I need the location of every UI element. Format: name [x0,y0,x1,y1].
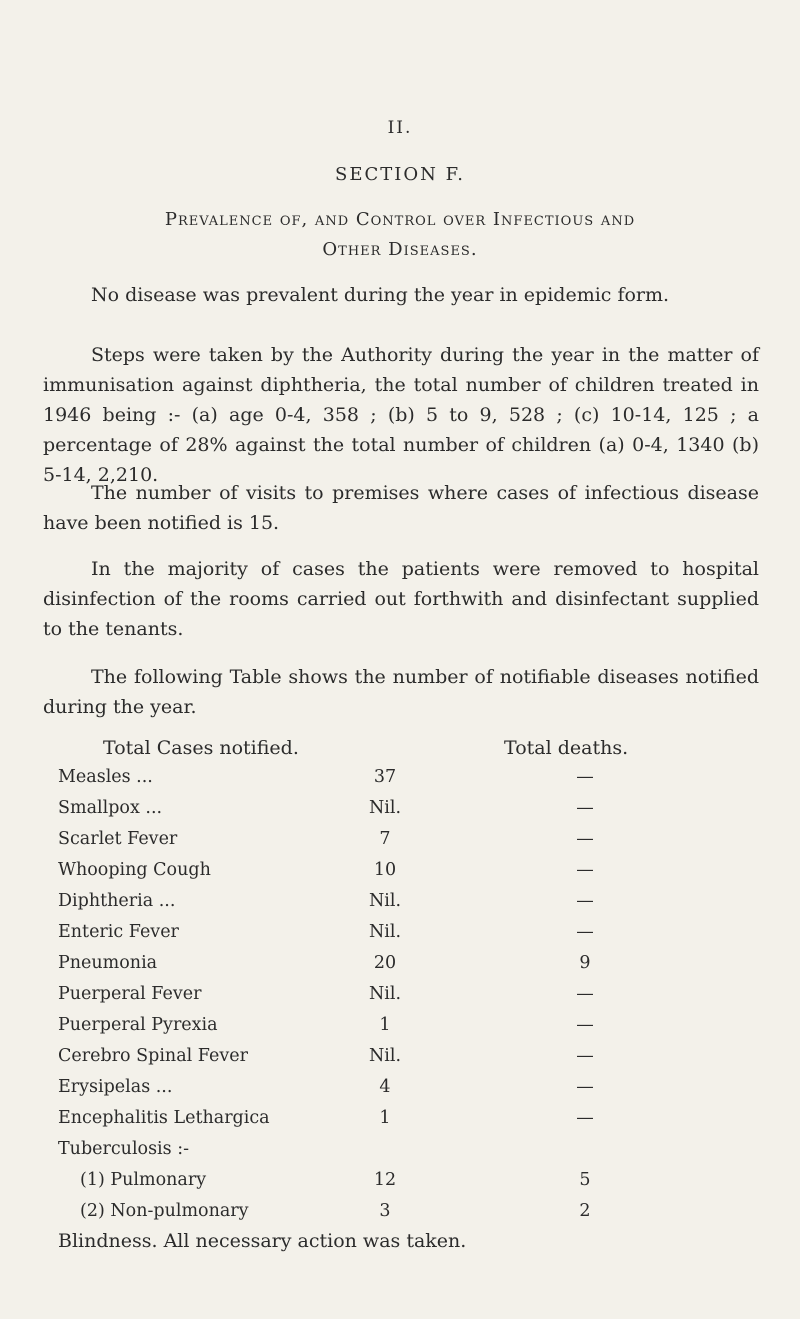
deaths-value: — [576,922,594,942]
table-row [0,1170,800,1200]
disease-name: Cerebro Spinal Fever [58,1046,248,1066]
cases-value: 7 [379,829,391,849]
disease-name: Erysipelas ... [58,1077,173,1097]
deaths-value: — [576,1108,594,1128]
deaths-value: 9 [579,953,591,973]
cases-value: Nil. [368,922,402,942]
header-total-cases: Total Cases notified. [103,737,299,759]
cases-value: 1 [379,1108,391,1128]
paragraph-immunisation: Steps were taken by the Authority during the year in the matter of immunisation against diphtheria, the total number of children treated in 1946 being :- (a) age 0-4, 358 ; (b) 5 to 9, 528 ; (c) 10-14, 125 ; a percentage of 28% against the total number of children (a) 0-4, 1340 (b) 5-14, 2,210. [43,344,759,486]
page-number: II. [387,118,413,138]
disease-name: (2) Non-pulmonary [80,1201,249,1221]
section-title: SECTION F. [335,164,465,185]
disease-name: Measles ... [58,767,153,787]
disease-name: Tuberculosis :- [58,1139,190,1159]
deaths-value: — [576,1077,594,1097]
deaths-value: — [576,767,594,787]
deaths-value: — [576,798,594,818]
cases-value: 3 [379,1201,391,1221]
heading-line-1: Prevalence of, and Control over Infectious and [164,209,636,230]
deaths-value: 2 [579,1201,591,1221]
main-heading [0,205,800,265]
table-row [0,984,800,1014]
deaths-value: — [576,1046,594,1066]
disease-name: Enteric Fever [58,922,179,942]
cases-value: Nil. [368,1046,402,1066]
deaths-value: — [576,891,594,911]
cases-value: 1 [379,1015,391,1035]
deaths-value: — [576,1015,594,1035]
table-row [0,798,800,828]
paragraph-disinfection: In the majority of cases the patients were removed to hospital disinfection of the rooms carried out forthwith and disinfectant supplied to the tenants. [43,558,759,640]
disease-name: Pneumonia [58,953,158,973]
deaths-value: 5 [579,1170,591,1190]
table-row [0,1077,800,1107]
cases-value: Nil. [368,984,402,1004]
deaths-value: — [576,860,594,880]
heading-line-2: Other Diseases. [322,239,478,260]
cases-value: 10 [373,860,397,880]
table-row [0,953,800,983]
table-row [0,1139,800,1169]
header-total-deaths: Total deaths. [504,737,629,759]
disease-name: Encephalitis Lethargica [58,1108,270,1128]
closing-line: Blindness. All necessary action was taken. [58,1230,467,1252]
cases-value: Nil. [368,891,402,911]
table-row [0,1108,800,1138]
disease-name: Scarlet Fever [58,829,178,849]
disease-name: (1) Pulmonary [80,1170,207,1190]
table-row [0,1015,800,1045]
disease-name: Puerperal Fever [58,984,202,1004]
table-row [0,922,800,952]
table-row [0,829,800,859]
paragraph-table-intro: The following Table shows the number of notifiable diseases notified during the year. [43,666,759,718]
table-row [0,767,800,797]
disease-name: Puerperal Pyrexia [58,1015,218,1035]
disease-name: Smallpox ... [58,798,163,818]
deaths-value: — [576,984,594,1004]
deaths-value: — [576,829,594,849]
table-row [0,891,800,921]
paragraph-visits: The number of visits to premises where cases of infectious disease have been notified is 15. [43,482,759,534]
cases-value: 4 [379,1077,391,1097]
cases-value: 20 [373,953,397,973]
cases-value: Nil. [368,798,402,818]
disease-name: Whooping Cough [58,860,211,880]
cases-value: 37 [373,767,397,787]
paragraph-epidemic: No disease was prevalent during the year in epidemic form. [91,284,670,306]
table-row [0,1046,800,1076]
cases-value: 12 [373,1170,397,1190]
table-row [0,860,800,890]
table-row [0,1201,800,1231]
disease-name: Diphtheria ... [58,891,176,911]
